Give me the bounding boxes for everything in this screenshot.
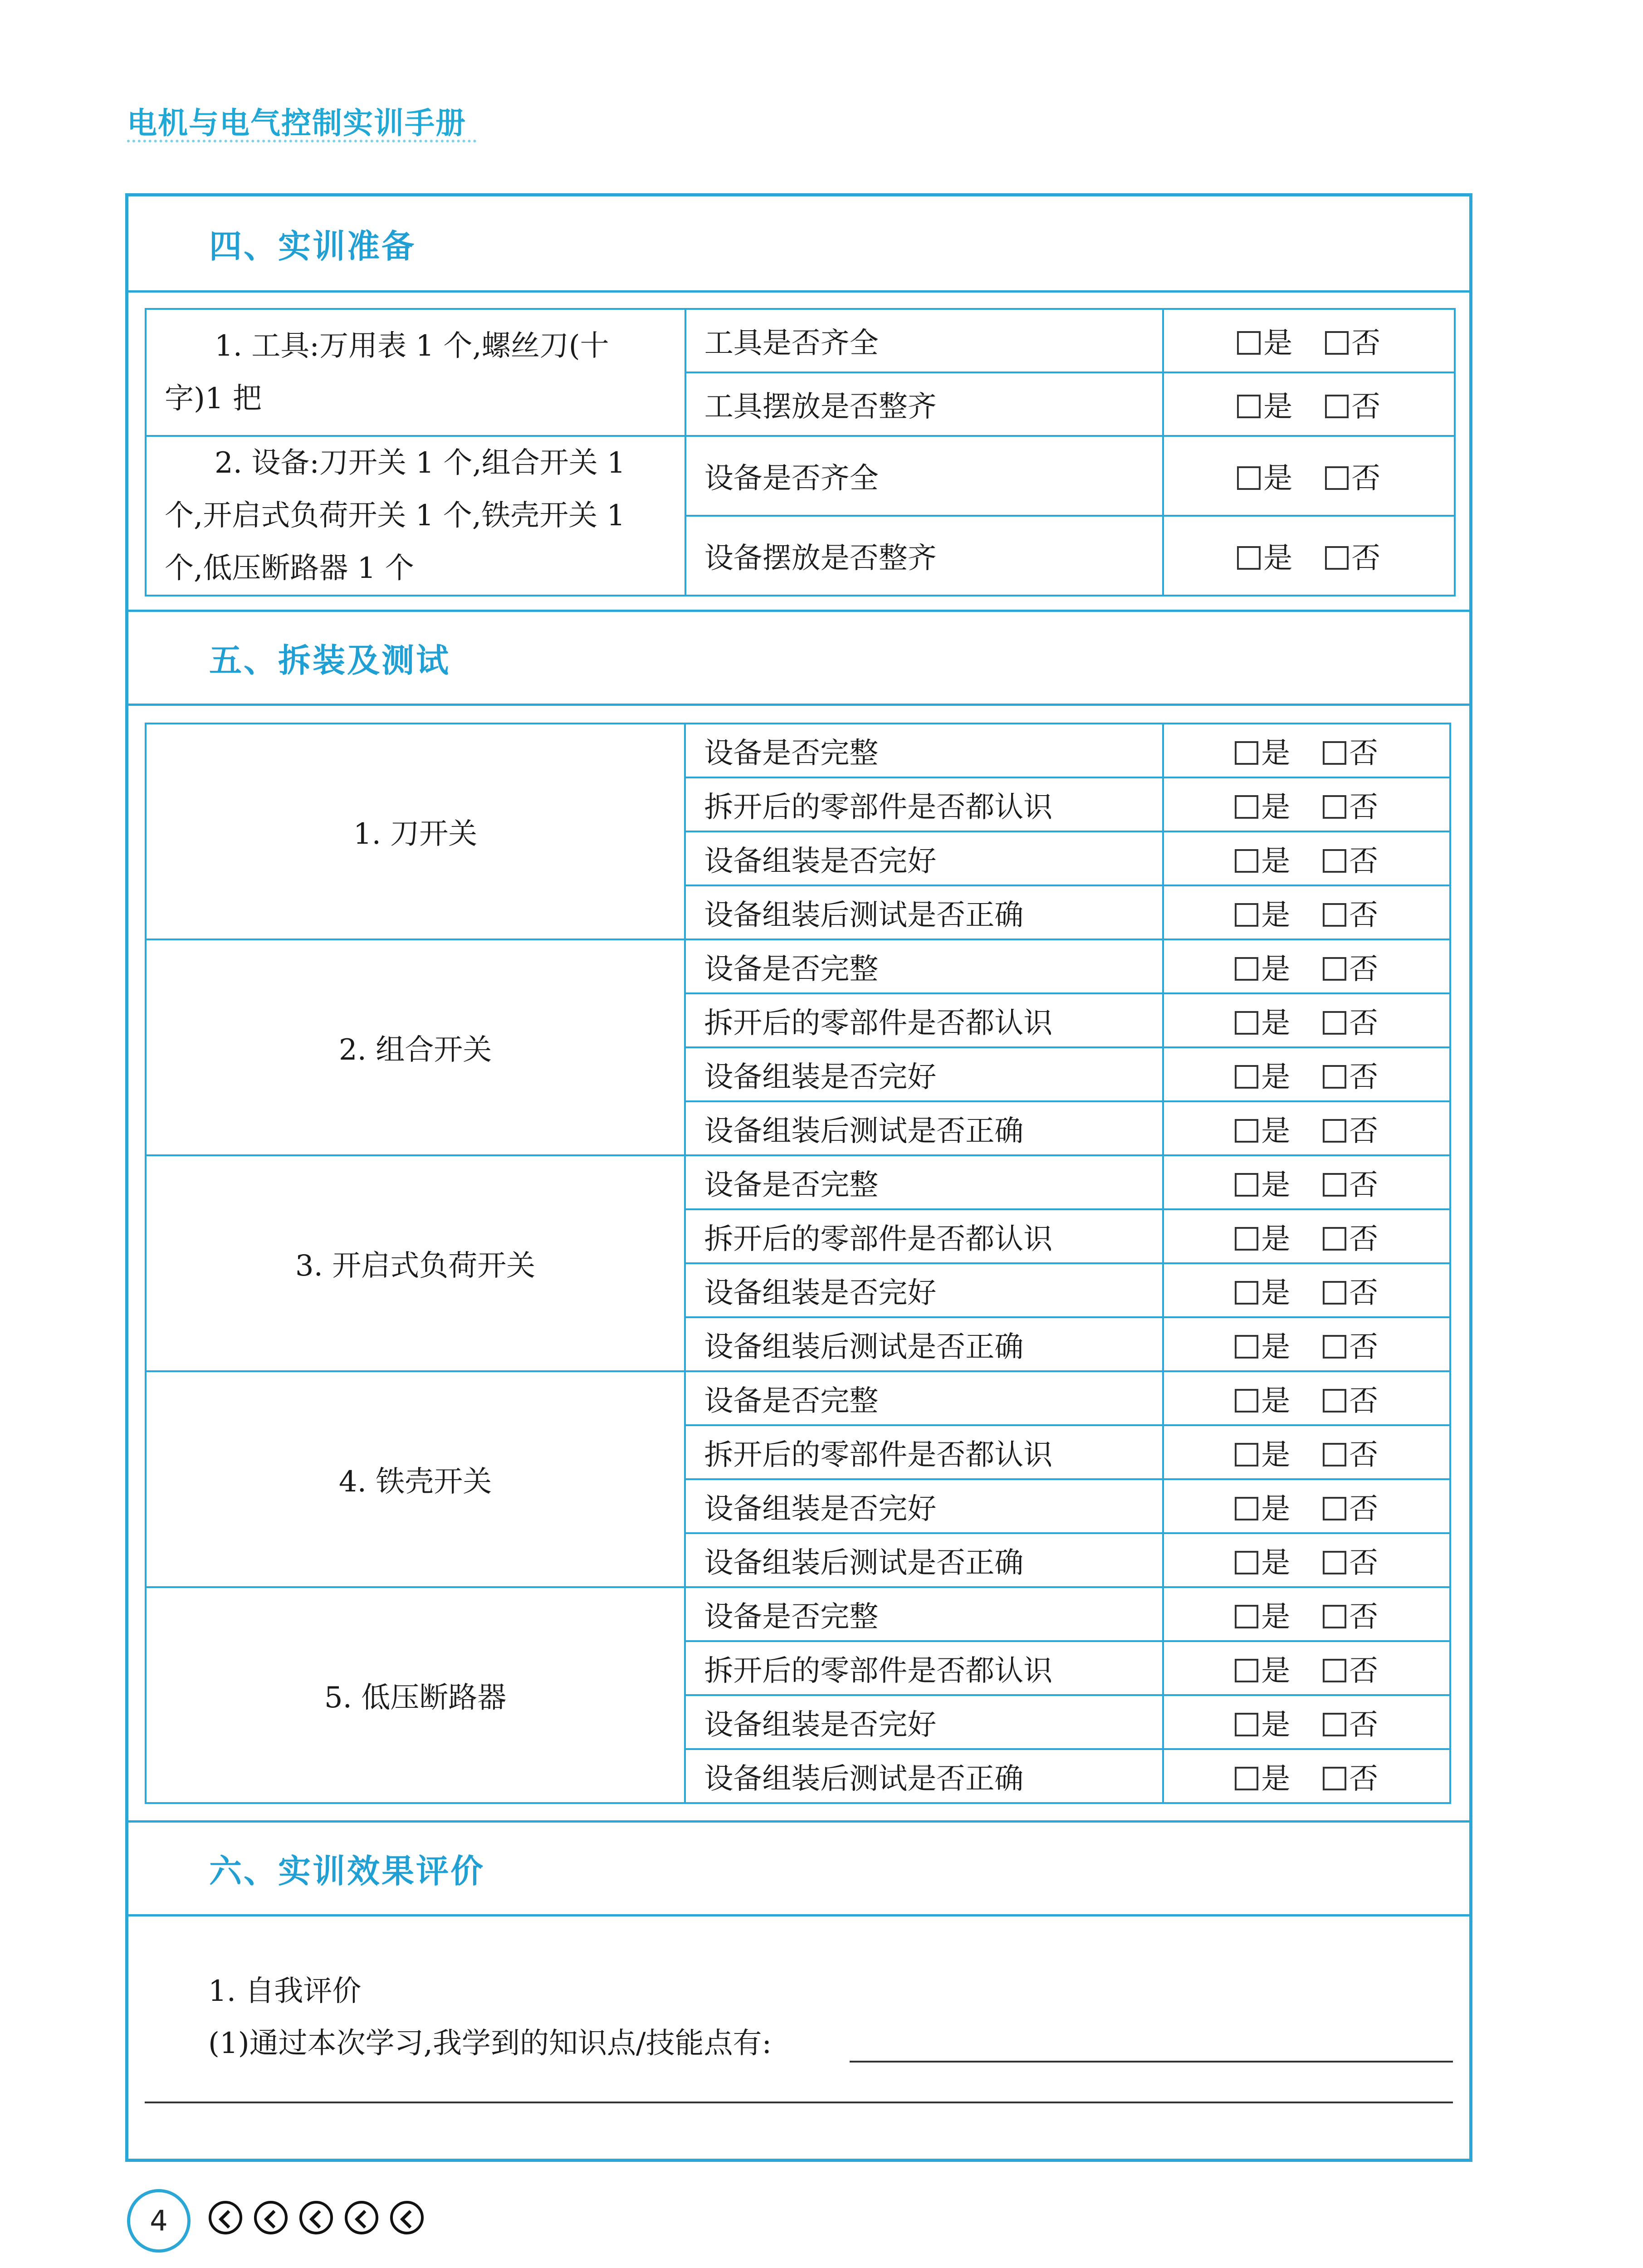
check-question: 设备是否完整 [685,1371,1163,1425]
disassembly-test-table [145,723,1451,1804]
answer-line [145,2102,1453,2103]
no-checkbox[interactable] [1323,849,1346,873]
no-checkbox[interactable] [1325,546,1349,570]
yes-checkbox[interactable] [1235,849,1258,873]
check-question: 工具摆放是否整齐 [685,372,1163,436]
yes-checkbox[interactable] [1235,1551,1258,1574]
yes-checkbox[interactable] [1235,903,1258,927]
test-item-name: 1. 刀开关 [146,723,685,939]
check-question: 拆开后的零部件是否都认识 [685,993,1163,1047]
check-question: 设备组装后测试是否正确 [685,885,1163,939]
test-item-name: 2. 组合开关 [146,939,685,1155]
section-5-header [128,610,1469,706]
no-checkbox[interactable] [1323,1497,1346,1520]
no-label: 否 [1349,1708,1379,1742]
check-question: 设备组装后测试是否正确 [685,1749,1163,1803]
yes-checkbox[interactable] [1235,1281,1258,1305]
yes-no-options [1163,777,1450,831]
no-label: 否 [1349,1384,1379,1418]
yes-checkbox[interactable] [1235,1443,1258,1466]
yes-no-options [1163,1533,1450,1587]
check-question: 设备组装是否完好 [685,1047,1163,1101]
yes-no-options [1163,1371,1450,1425]
yes-checkbox[interactable] [1237,331,1261,355]
no-label: 否 [1349,1438,1379,1472]
yes-no-options [1163,939,1450,993]
section-5-title: 五、拆装及测试 [209,641,451,679]
yes-checkbox[interactable] [1235,1389,1258,1413]
yes-label: 是 [1261,1384,1291,1418]
table-row [146,939,1450,993]
yes-no-options [1163,1749,1450,1803]
no-checkbox[interactable] [1323,1767,1346,1790]
yes-no-options [1163,1317,1450,1371]
yes-label: 是 [1261,1060,1291,1094]
no-label: 否 [1349,790,1379,824]
no-label: 否 [1349,1060,1379,1094]
check-question: 设备组装是否完好 [685,1695,1163,1749]
yes-no-options [1163,372,1455,436]
yes-checkbox[interactable] [1237,466,1261,490]
yes-checkbox[interactable] [1237,546,1261,570]
preparation-table [145,308,1456,596]
no-label: 否 [1349,1546,1379,1580]
no-label: 否 [1351,327,1381,360]
no-checkbox[interactable] [1325,466,1349,490]
no-label: 否 [1349,1330,1379,1364]
table-row [146,1155,1450,1209]
yes-no-options [1163,1047,1450,1101]
no-label: 否 [1349,1276,1379,1310]
yes-label: 是 [1261,1546,1291,1580]
check-question: 设备组装后测试是否正确 [685,1317,1163,1371]
no-checkbox[interactable] [1323,1119,1346,1143]
yes-no-options [1163,436,1455,516]
yes-no-options [1163,1101,1450,1155]
check-question: 设备组装是否完好 [685,1479,1163,1533]
section-4-title: 四、实训准备 [209,227,416,265]
back-arrow-icon [390,2201,424,2234]
yes-checkbox[interactable] [1235,1767,1258,1790]
yes-no-options [1163,516,1455,596]
yes-no-options [1163,1425,1450,1479]
check-question: 设备组装是否完好 [685,831,1163,885]
no-checkbox[interactable] [1325,331,1349,355]
no-checkbox[interactable] [1323,1281,1346,1305]
no-checkbox[interactable] [1323,1659,1346,1682]
yes-label: 是 [1261,1654,1291,1688]
learned-knowledge-prompt: (1)通过本次学习,我学到的知识点/技能点有: [208,2027,772,2060]
book-title: 电机与电气控制实训手册 [127,106,466,141]
check-question: 设备是否完整 [685,1587,1163,1641]
check-question: 拆开后的零部件是否都认识 [685,1425,1163,1479]
yes-label: 是 [1263,542,1293,575]
no-label: 否 [1349,1600,1379,1634]
check-question: 工具是否齐全 [685,309,1163,372]
test-item-name: 5. 低压断路器 [146,1587,685,1803]
no-label: 否 [1349,952,1379,986]
yes-no-options [1163,993,1450,1047]
back-arrow-icon [254,2201,288,2234]
yes-no-options [1163,1695,1450,1749]
yes-label: 是 [1261,1168,1291,1202]
yes-checkbox[interactable] [1235,1119,1258,1143]
yes-label: 是 [1261,1276,1291,1310]
no-label: 否 [1349,1654,1379,1688]
yes-label: 是 [1261,1114,1291,1148]
prep-item-devices: 2. 设备:刀开关 1 个,组合开关 1 个,开启式负荷开关 1 个,铁壳开关 1 个,低压断路器 1 个 [146,436,685,596]
yes-checkbox[interactable] [1235,795,1258,819]
no-checkbox[interactable] [1323,1227,1346,1251]
title-dotted-underline [127,140,476,142]
decorative-arrows [209,2201,435,2234]
yes-no-options [1163,1587,1450,1641]
yes-checkbox[interactable] [1235,1227,1258,1251]
check-question: 设备组装是否完好 [685,1263,1163,1317]
no-checkbox[interactable] [1323,1551,1346,1574]
no-checkbox[interactable] [1323,1713,1346,1736]
yes-checkbox[interactable] [1235,741,1258,765]
prep-item-tools: 1. 工具:万用表 1 个,螺丝刀(十字)1 把 [146,309,685,436]
no-label: 否 [1349,1492,1379,1526]
yes-label: 是 [1261,1600,1291,1634]
no-checkbox[interactable] [1323,1065,1346,1089]
table-row [146,309,1455,372]
no-checkbox[interactable] [1323,1173,1346,1197]
no-label: 否 [1349,1762,1379,1796]
check-question: 设备是否完整 [685,723,1163,777]
yes-checkbox[interactable] [1235,1065,1258,1089]
no-label: 否 [1349,1114,1379,1148]
yes-label: 是 [1261,736,1291,770]
no-checkbox[interactable] [1323,795,1346,819]
table-row [146,1371,1450,1425]
yes-label: 是 [1261,1006,1291,1040]
yes-checkbox[interactable] [1237,395,1261,418]
no-label: 否 [1351,542,1381,575]
no-checkbox[interactable] [1323,903,1346,927]
yes-label: 是 [1261,952,1291,986]
yes-label: 是 [1261,1762,1291,1796]
table-row [146,1587,1450,1641]
section-4-header [128,196,1469,293]
yes-label: 是 [1261,898,1291,932]
no-checkbox[interactable] [1323,1443,1346,1466]
yes-no-options [1163,831,1450,885]
no-label: 否 [1349,1006,1379,1040]
table-row [146,723,1450,777]
no-checkbox[interactable] [1323,1011,1346,1035]
yes-label: 是 [1261,1492,1291,1526]
yes-no-options [1163,1641,1450,1695]
answer-line [850,2061,1453,2063]
no-label: 否 [1349,736,1379,770]
yes-label: 是 [1261,1222,1291,1256]
yes-label: 是 [1261,1330,1291,1364]
section-6-title: 六、实训效果评价 [209,1852,485,1890]
check-question: 设备摆放是否整齐 [685,516,1163,596]
yes-label: 是 [1261,844,1291,878]
yes-checkbox[interactable] [1235,957,1258,981]
yes-checkbox[interactable] [1235,1497,1258,1520]
yes-no-options [1163,723,1450,777]
back-arrow-icon [209,2201,242,2234]
yes-checkbox[interactable] [1235,1173,1258,1197]
yes-no-options [1163,309,1455,372]
yes-checkbox[interactable] [1235,1605,1258,1628]
no-label: 否 [1351,462,1381,495]
no-checkbox[interactable] [1323,1335,1346,1359]
test-item-name: 4. 铁壳开关 [146,1371,685,1587]
no-checkbox[interactable] [1323,741,1346,765]
self-evaluation-heading: 1. 自我评价 [208,1975,362,2008]
no-checkbox[interactable] [1323,957,1346,981]
yes-checkbox[interactable] [1235,1659,1258,1682]
yes-label: 是 [1263,462,1293,495]
page-number: 4 [127,2189,191,2253]
check-question: 设备是否完整 [685,1155,1163,1209]
yes-no-options [1163,1155,1450,1209]
check-question: 设备是否齐全 [685,436,1163,516]
yes-label: 是 [1263,390,1293,424]
check-question: 设备组装后测试是否正确 [685,1101,1163,1155]
yes-no-options [1163,1479,1450,1533]
yes-no-options [1163,885,1450,939]
no-checkbox[interactable] [1323,1389,1346,1413]
no-label: 否 [1349,898,1379,932]
back-arrow-icon [299,2201,333,2234]
no-label: 否 [1349,844,1379,878]
no-checkbox[interactable] [1325,395,1349,418]
check-question: 设备组装后测试是否正确 [685,1533,1163,1587]
yes-label: 是 [1261,1708,1291,1742]
yes-no-options [1163,1209,1450,1263]
test-item-name: 3. 开启式负荷开关 [146,1155,685,1371]
section-6-header [128,1820,1469,1916]
yes-label: 是 [1263,327,1293,360]
yes-checkbox[interactable] [1235,1713,1258,1736]
back-arrow-icon [345,2201,378,2234]
yes-checkbox[interactable] [1235,1011,1258,1035]
no-label: 否 [1349,1168,1379,1202]
no-label: 否 [1351,390,1381,424]
yes-no-options [1163,1263,1450,1317]
no-checkbox[interactable] [1323,1605,1346,1628]
yes-label: 是 [1261,1438,1291,1472]
yes-checkbox[interactable] [1235,1335,1258,1359]
table-row [146,436,1455,516]
yes-label: 是 [1261,790,1291,824]
check-question: 设备是否完整 [685,939,1163,993]
no-label: 否 [1349,1222,1379,1256]
check-question: 拆开后的零部件是否都认识 [685,777,1163,831]
check-question: 拆开后的零部件是否都认识 [685,1641,1163,1695]
check-question: 拆开后的零部件是否都认识 [685,1209,1163,1263]
content-frame [125,193,1472,2162]
